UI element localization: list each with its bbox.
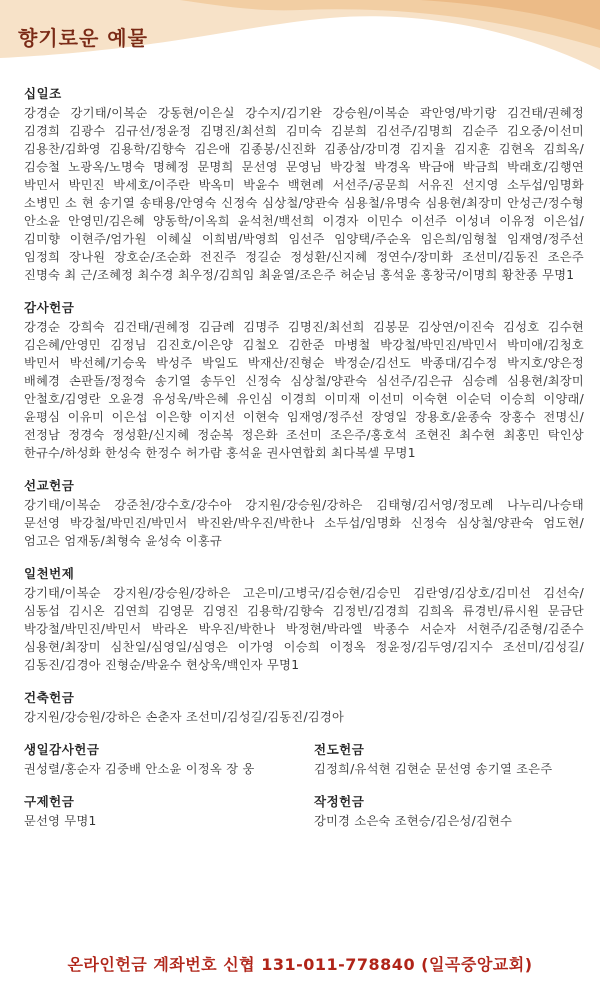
section-names: 강기태/이복순 강지원/강승원/강하은 고은미/고병국/김승현/김승민 김란영/김상호/김미선 김선숙/심동섭 김시온 김연희 김영문 김영진 김용학/김향숙 김정빈/김경희 김희옥 류경빈/류시원 문금단 박강철/박민진/박민서 박라온 박우진/박한나 박정현/박라엘 박종수 서순자 서현주/김준형/김준수 심용현/최장미 심찬일/심영일/심영은 이가영 이승희 이정옥 정윤정/김두영/김지수 조선미/김성길/김동진/김경아 진형순/박윤수 현상욱/백인자 무명1 (24, 586, 584, 672)
section-names: 권성렬/홍순자 김중배 안소윤 이정옥 장 웅 (24, 762, 255, 776)
row-saengil-jeondo (24, 740, 584, 778)
section-jeondo (314, 740, 584, 778)
section-title: 일천번제 (24, 566, 75, 581)
section-jakjeong (314, 792, 584, 830)
offering-list (24, 84, 584, 844)
section-title: 건축헌금 (24, 690, 75, 705)
section-names: 강기태/이복순 강준천/강수호/강수아 강지원/강승원/강하은 김태형/김서영/정모례 나누리/나승태 문선영 박강철/박민진/박민서 박진완/박우진/박한나 소두섭/임명화 신정숙 심상철/양관숙 엄도현/엄고은 엄재동/최형숙 윤성숙 이홍규 (24, 498, 584, 548)
section-ilcheon (24, 564, 584, 674)
header-banner (0, 0, 600, 70)
section-names: 강지원/강승원/강하은 손춘자 조선미/김성길/김동진/김경아 (24, 710, 345, 724)
section-saengil (24, 740, 314, 778)
section-names: 김정희/유석현 김현순 문선영 송기열 조은주 (314, 762, 553, 776)
section-title: 구제헌금 (24, 794, 75, 809)
section-guje (24, 792, 314, 830)
section-title: 생일감사헌금 (24, 742, 100, 757)
page-title: 향기로운 예물 (18, 26, 148, 50)
section-title: 작정헌금 (314, 794, 365, 809)
section-names: 강경순 강희숙 김건태/권혜정 김금례 김명주 김명진/최선희 김봉문 김상연/이진숙 김성호 김수현 김은혜/안영민 김정님 김진호/이은양 김철오 김한준 마병철 박강철/박민진/박민서 박미애/김청호 박민서 박선혜/기승욱 박성주 박일도 박재산/진형순 박정순/김선도 박종대/김수정 박지호/양은정 배혜경 손판돌/정정숙 송기열 송두인 신정숙 심상철/양관숙 심선주/김은규 심승례 심용현/최장미 안철호/김영란 오윤경 유성욱/박은혜 유인심 이경희 이미재 이선미 이숙현 이순덕 이승희 이양래/윤평심 이유미 이은섭 이은향 이지선 이현숙 임재영/정주선 장영일 장용호/윤종숙 장홍수 전명신/전정남 정경숙 정성환/신지혜 정순복 정은화 조선미 조은주/홍호석 조현진 최수현 최홍민 탁인상 한규수/하성화 한성숙 한정수 허가람 홍석윤 권사연합회 최다복셀 무명1 (24, 320, 584, 460)
section-title: 십일조 (24, 86, 62, 101)
section-names: 강경순 강기태/이복순 강동현/이은실 강수지/김기완 강승원/이복순 곽안영/박기랑 김건태/권혜정 김경희 김광수 김규선/정윤정 김명진/최선희 김미숙 김분희 김선주/김명희 김순주 김오중/이선미 김용찬/김화영 김용학/김향숙 김은애 김종봉/신진화 김종삼/강미경 김지율 김지훈 김현옥 김희옥/김승철 노광옥/노명숙 명혜정 문명희 문선영 문영님 박강철 박경옥 박금애 박금희 박래호/김행연 박민서 박민진 박세호/이주란 박옥미 박윤수 백현례 서선주/공문희 서유진 선지영 소두섭/임명화 소병민 소 현 송기열 송태용/안영숙 신정숙 심상철/양관숙 심용철/유명숙 심용현/최장미 안성근/정수형 안소윤 안영민/김은혜 양동학/이옥희 윤석천/백선희 이경자 이민수 이선주 이성녀 이유정 이은섭/김미향 이현주/엄가원 이혜실 이희범/박영희 임선주 임양택/주순옥 임은희/임형철 임재영/정주선 임정희 장나원 장호순/조순화 전진주 정길순 정성환/신지혜 정연수/장미화 조선미/김동진 조은주 진명숙 최 근/조혜정 최수경 최우정/김희임 최윤열/조은주 허순님 홍석윤 홍창국/이명희 황찬종 무명1 (24, 106, 584, 282)
section-names: 문선영 무명1 (24, 814, 97, 828)
section-title: 선교헌금 (24, 478, 75, 493)
section-geonchuk (24, 688, 584, 726)
section-title: 감사헌금 (24, 300, 75, 315)
section-title: 전도헌금 (314, 742, 365, 757)
row-guje-jakjeong (24, 792, 584, 830)
section-gamsa (24, 298, 584, 462)
section-seongyo (24, 476, 584, 550)
online-offering-account: 온라인헌금 계좌번호 신협 131-011-778840 (일곡중앙교회) (67, 955, 533, 974)
section-names: 강미경 소은숙 조현승/김은성/김현수 (314, 814, 513, 828)
section-sipiljo (24, 84, 584, 284)
